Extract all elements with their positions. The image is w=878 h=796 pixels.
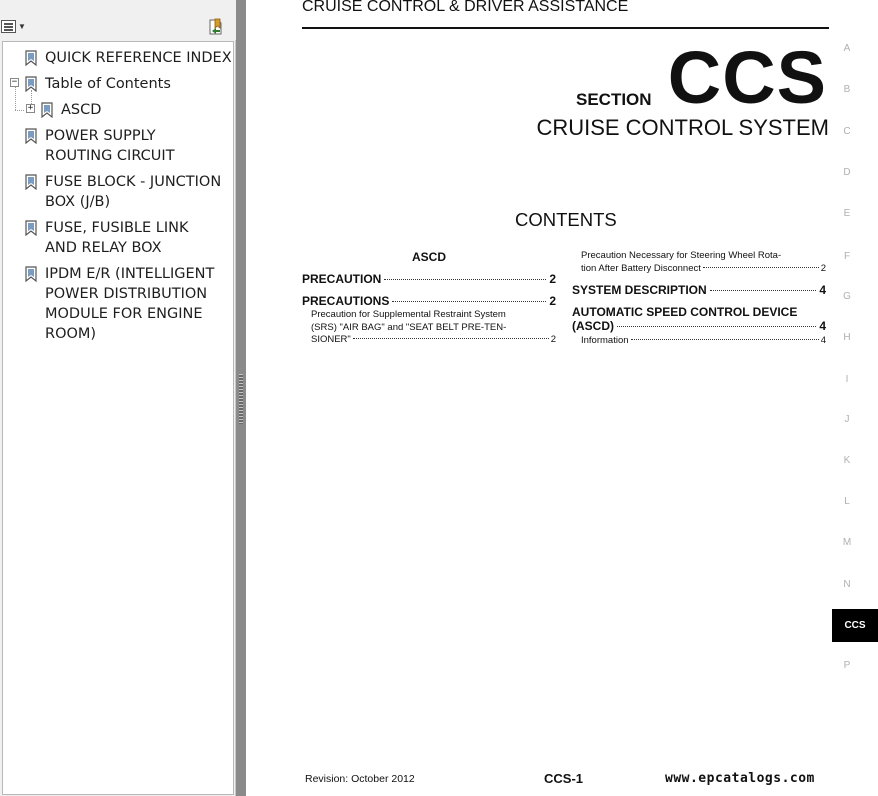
toc-entry-line: Precaution for Supplemental Restraint System <box>311 309 506 320</box>
footer-website: www.epcatalogs.com <box>665 771 815 786</box>
bookmark-power-supply-routing-circuit[interactable] <box>25 126 225 166</box>
bookmark-label: FUSE BLOCK - JUNCTION BOX (J/B) <box>45 174 222 210</box>
bookmark-icon <box>25 128 37 144</box>
section-tab-e[interactable]: E <box>843 208 851 219</box>
bookmark-fuse-fusible-link-relay-box[interactable] <box>25 218 225 258</box>
section-title: CRUISE CONTROL SYSTEM <box>536 115 829 140</box>
options-menu-button[interactable] <box>1 17 27 35</box>
expand-bookmark-button[interactable] <box>208 18 226 36</box>
toc-leader-dots <box>392 301 546 302</box>
toc-entry-srs-precaution[interactable] <box>302 309 556 347</box>
section-tab-i[interactable]: I <box>845 374 849 385</box>
bookmark-icon <box>25 174 37 190</box>
section-tab-b[interactable]: B <box>843 84 851 95</box>
toc-entry-steering-wheel[interactable] <box>572 250 826 275</box>
toc-leader-dots <box>710 290 817 291</box>
toc-entry-page: 4 <box>820 335 826 346</box>
toc-entry-information[interactable] <box>572 335 826 348</box>
pane-splitter[interactable] <box>236 0 246 796</box>
bookmark-ascd[interactable] <box>41 100 101 120</box>
header-divider <box>302 27 829 29</box>
section-tab-ccs-active[interactable]: CCS <box>832 609 878 642</box>
toc-entry-line: Precaution Necessary for Steering Wheel Rota- <box>581 250 782 261</box>
toc-leader-dots <box>353 338 549 339</box>
bookmark-label: POWER SUPPLY ROUTING CIRCUIT <box>45 128 175 164</box>
bookmark-icon <box>41 102 53 118</box>
toc-leader-dots <box>703 267 819 268</box>
bookmark-icon <box>25 266 37 282</box>
expand-toggle-icon[interactable]: + <box>27 103 34 113</box>
section-tab-m[interactable]: M <box>842 537 852 548</box>
section-tab-k[interactable]: K <box>843 455 851 466</box>
section-tab-p[interactable]: P <box>843 660 851 671</box>
section-index-tabs <box>832 0 878 796</box>
toc-entry-label: PRECAUTION <box>302 272 382 286</box>
tree-connector <box>15 84 16 110</box>
section-tab-f[interactable]: F <box>843 251 851 262</box>
section-tab-n[interactable]: N <box>843 579 851 590</box>
toc-entry-precautions[interactable] <box>302 294 556 308</box>
toc-group-heading: ASCD <box>411 250 446 264</box>
bookmarks-tree <box>2 41 234 795</box>
toc-entry-line: AUTOMATIC SPEED CONTROL DEVICE <box>572 305 798 319</box>
toc-entry-ascd-device[interactable] <box>572 305 826 333</box>
toc-left-column <box>302 250 556 347</box>
toc-entry-page: 2 <box>549 294 556 308</box>
toc-entry-label: SYSTEM DESCRIPTION <box>572 283 707 297</box>
toc-entry-line: (SRS) "AIR BAG" and "SEAT BELT PRE-TEN- <box>311 321 507 333</box>
bookmark-expand-icon <box>208 18 226 36</box>
bookmark-label: IPDM E/R (INTELLIGENT POWER DISTRIBUTION MODULE FOR ENGINE ROOM) <box>45 266 215 342</box>
toc-entry-label: PRECAUTIONS <box>302 294 390 308</box>
footer-revision: Revision: October 2012 <box>305 773 415 785</box>
toc-right-column <box>572 250 826 348</box>
page-header: CRUISE CONTROL & DRIVER ASSISTANCE <box>302 0 629 15</box>
bookmark-label: FUSE, FUSIBLE LINK AND RELAY BOX <box>45 220 189 256</box>
toc-leader-dots <box>384 279 546 280</box>
toc-entry-line: (ASCD) <box>572 319 614 333</box>
bookmark-icon <box>25 76 37 92</box>
bookmark-icon <box>25 220 37 236</box>
bookmark-label: Table of Contents <box>45 76 171 92</box>
toc-entry-label: Information <box>581 335 629 346</box>
toc-entry-precaution[interactable] <box>302 272 556 286</box>
bookmark-fuse-block-junction-box[interactable] <box>25 172 225 212</box>
toc-entry-system-description[interactable] <box>572 283 826 297</box>
bookmark-table-of-contents[interactable] <box>25 74 171 94</box>
toc-entry-page: 4 <box>819 283 826 297</box>
section-label: SECTION <box>576 90 652 109</box>
toc-entry-page: 2 <box>549 272 556 286</box>
toc-entry-page: 2 <box>550 334 556 345</box>
options-list-icon <box>1 20 16 33</box>
contents-heading: CONTENTS <box>515 209 617 230</box>
section-tab-a[interactable]: A <box>843 43 851 54</box>
toc-entry-page: 2 <box>820 262 826 274</box>
bookmarks-panel <box>0 0 236 796</box>
section-tab-h[interactable]: H <box>843 332 851 343</box>
section-tab-l[interactable]: L <box>844 496 850 507</box>
splitter-grip-icon[interactable] <box>239 374 243 424</box>
bookmark-ipdm-er[interactable] <box>25 264 225 344</box>
tree-connector <box>15 110 24 111</box>
document-page <box>246 0 878 796</box>
section-code: CCS <box>667 36 827 119</box>
section-tab-d[interactable]: D <box>843 167 851 178</box>
dropdown-arrow-icon: ▼ <box>18 21 26 31</box>
toc-leader-dots <box>631 339 819 340</box>
footer-page-number: CCS-1 <box>544 771 584 786</box>
bookmark-label: QUICK REFERENCE INDEX <box>45 50 232 66</box>
section-tab-j[interactable]: J <box>844 414 850 425</box>
toc-leader-dots <box>617 326 816 327</box>
bookmarks-toolbar <box>0 0 236 40</box>
bookmark-icon <box>25 50 37 66</box>
toc-entry-line: SIONER" <box>311 334 351 345</box>
section-tab-g[interactable]: G <box>843 291 851 302</box>
toc-entry-page: 4 <box>819 319 826 333</box>
bookmark-quick-reference-index[interactable] <box>25 48 232 68</box>
toc-entry-line: tion After Battery Disconnect <box>581 262 701 274</box>
collapse-toggle-icon[interactable]: − <box>11 77 18 87</box>
bookmark-label: ASCD <box>61 102 102 118</box>
section-tab-c[interactable]: C <box>843 126 851 137</box>
